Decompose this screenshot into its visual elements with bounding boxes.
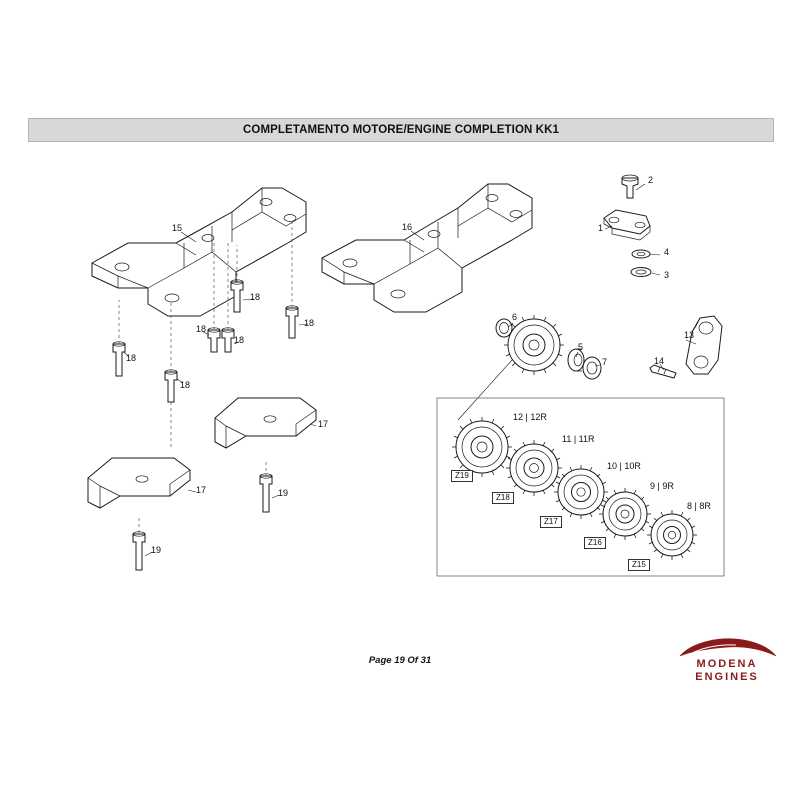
callout-2: 2 [648,175,654,185]
plate-17-upper [215,398,316,448]
sprocket-number-z19: 12 | 12R [513,412,547,422]
page-title: COMPLETAMENTO MOTORE/ENGINE COMPLETION KK1 [243,124,559,136]
sprocket-number-z16: 9 | 9R [650,481,674,491]
washer-3 [631,268,651,277]
callout-18-e: 18 [250,292,261,302]
callout-18-d: 18 [234,335,245,345]
sprocket-code-z19: Z19 [451,470,473,482]
callout-17-upper: 17 [318,419,329,429]
spacer-7 [583,357,601,379]
sprocket-code-z18: Z18 [492,492,514,504]
callout-6: 6 [512,312,518,322]
circlip-6 [496,319,512,337]
sprocket-number-z18: 11 | 11R [562,434,595,444]
sprocket-code-z15: Z15 [628,559,650,571]
crossmember-16 [322,184,532,312]
crossmember-15 [92,188,306,316]
callout-13: 13 [684,330,695,340]
callout-18-c: 18 [196,324,207,334]
arm-13 [686,316,722,374]
pin-14 [650,365,676,378]
callout-18-b: 18 [180,380,191,390]
callout-19-b: 19 [151,545,162,555]
callout-3: 3 [664,270,670,280]
logo-line-1: MODENA [696,658,758,670]
callout-15: 15 [172,223,183,233]
callout-14: 14 [654,356,665,366]
sprocket-code-z16: Z16 [584,537,606,549]
brand-logo [672,636,782,688]
callout-7: 7 [602,357,608,367]
spacer-5 [568,349,584,371]
sprocket-code-z17: Z17 [540,516,562,528]
callout-18-a: 18 [126,353,137,363]
sprocket-main-6 [504,312,564,375]
washer-4 [632,250,650,258]
bolt-2 [622,175,638,198]
callout-19-a: 19 [278,488,289,498]
callout-1: 1 [598,223,604,233]
plate-17-lower [88,458,190,508]
callout-16: 16 [402,222,413,232]
sprocket-number-z15: 8 | 8R [687,501,711,511]
callout-5: 5 [578,342,584,352]
callout-18-f: 18 [304,318,315,328]
callout-17-lower: 17 [196,485,207,495]
callout-4: 4 [664,247,670,257]
page-number: Page 19 Of 31 [368,655,432,666]
logo-line-2: ENGINES [695,671,759,683]
bracket-1-assembly [604,210,650,240]
sprocket-number-z17: 10 | 10R [607,461,641,471]
